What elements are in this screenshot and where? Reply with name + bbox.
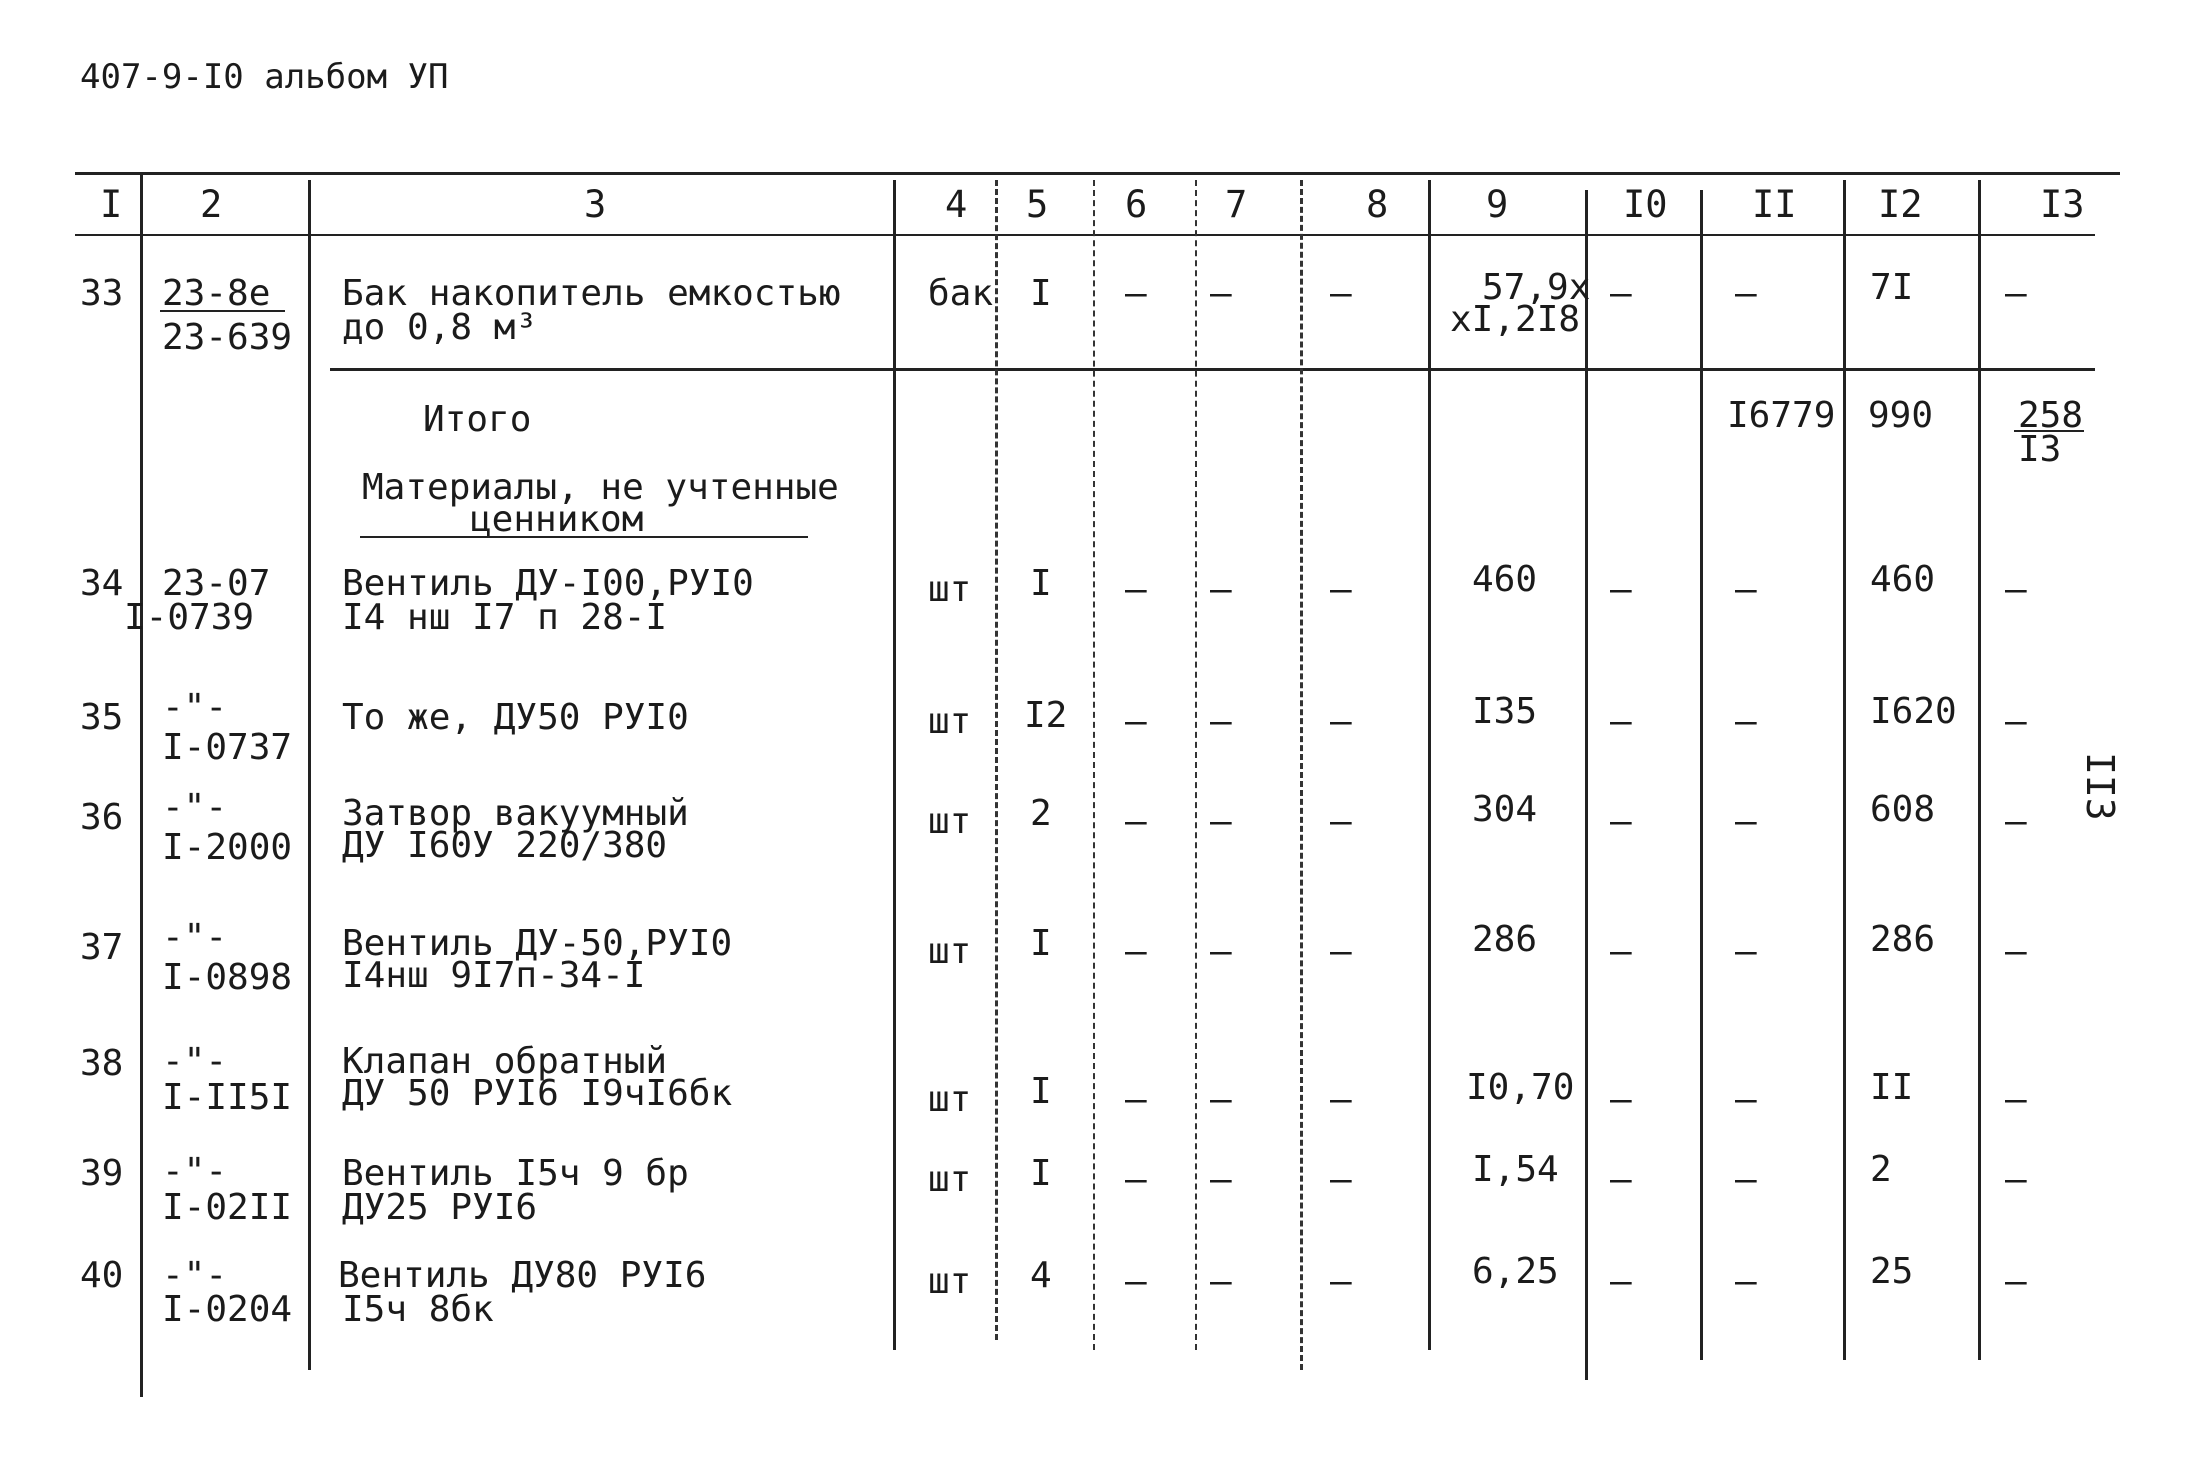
row-34-name-line1: Вентиль ДУ-I00,РУI0 bbox=[342, 563, 754, 604]
row-38-name-line2: ДУ 50 РУI6 I9чI6бк bbox=[342, 1073, 733, 1114]
row-40-c9: 6,25 bbox=[1472, 1251, 1559, 1292]
row-36-number: 36 bbox=[80, 797, 124, 838]
row-38-c10: – bbox=[1610, 1079, 1632, 1120]
row-34-c7: – bbox=[1210, 569, 1232, 610]
row-39-c8: – bbox=[1330, 1159, 1352, 1200]
document-title: 407-9-I0 альбом УП bbox=[80, 57, 449, 97]
row-39-c6: – bbox=[1125, 1159, 1147, 1200]
row-33-c9-line1: 57,9x bbox=[1482, 267, 1591, 308]
row-36-c9: 304 bbox=[1472, 789, 1538, 830]
subtotal-c13-bottom: I3 bbox=[2018, 429, 2062, 470]
row-40-c6: – bbox=[1125, 1261, 1147, 1302]
row-37-name-line1: Вентиль ДУ-50,РУI0 bbox=[342, 923, 733, 964]
row-37-c12: 286 bbox=[1870, 919, 1936, 960]
row-39-code-top: -"- bbox=[162, 1151, 228, 1192]
row-37-c10: – bbox=[1610, 931, 1632, 972]
section-header-line1: Материалы, не учтенные bbox=[362, 467, 839, 508]
row-36-c7: – bbox=[1210, 801, 1232, 842]
row-40-name-line2: I5ч 8бк bbox=[342, 1289, 494, 1330]
row-38-c11: – bbox=[1735, 1079, 1757, 1120]
row-38-number: 38 bbox=[80, 1043, 124, 1084]
row-34-c13: – bbox=[2005, 569, 2027, 610]
col-line-5 bbox=[1093, 180, 1095, 1350]
row-35-number: 35 bbox=[80, 697, 124, 738]
row-33-code-fraction-line bbox=[160, 310, 285, 312]
row-35-name-line1: То же, ДУ50 РУI0 bbox=[342, 697, 689, 738]
row-38-code-bottom: I-II5I bbox=[162, 1077, 293, 1118]
row-33-name-line1: Бак накопитель емкостью bbox=[342, 273, 841, 314]
row-36-c13: – bbox=[2005, 801, 2027, 842]
col-line-1 bbox=[140, 172, 143, 1397]
row-33-c6: – bbox=[1125, 273, 1147, 314]
row-34-code-top: 23-07 bbox=[162, 563, 271, 604]
row-36-qty: 2 bbox=[1030, 793, 1052, 834]
row-39-name-line2: ДУ25 РУI6 bbox=[342, 1187, 538, 1228]
row-33-c10: – bbox=[1610, 273, 1632, 314]
row-37-code-top: -"- bbox=[162, 917, 228, 958]
header-bottom-rule bbox=[75, 234, 2095, 236]
row-38-c7: – bbox=[1210, 1079, 1232, 1120]
row-40-code-bottom: I-0204 bbox=[162, 1289, 293, 1330]
row-40-number: 40 bbox=[80, 1255, 124, 1296]
row-37-qty: I bbox=[1030, 923, 1052, 964]
row-38-unit: шт bbox=[928, 1079, 972, 1120]
col-line-6 bbox=[1195, 180, 1197, 1350]
col-header-12: I2 bbox=[1878, 183, 1923, 226]
col-header-10: I0 bbox=[1623, 183, 1668, 226]
row-39-name-line1: Вентиль I5ч 9 бр bbox=[342, 1153, 689, 1194]
row-36-c10: – bbox=[1610, 801, 1632, 842]
row-40-c10: – bbox=[1610, 1261, 1632, 1302]
col-line-3 bbox=[893, 180, 896, 1350]
row-35-c11: – bbox=[1735, 701, 1757, 742]
row-35-c13: – bbox=[2005, 701, 2027, 742]
row-33-c12: 7I bbox=[1870, 267, 1914, 308]
row-40-c11: – bbox=[1735, 1261, 1757, 1302]
row-40-qty: 4 bbox=[1030, 1255, 1052, 1296]
col-header-7: 7 bbox=[1225, 183, 1248, 226]
row-37-c7: – bbox=[1210, 931, 1232, 972]
col-header-4: 4 bbox=[945, 183, 968, 226]
row-37-unit: шт bbox=[928, 931, 972, 972]
col-line-4 bbox=[995, 180, 998, 1340]
row-34-code-bottom: I-0739 bbox=[124, 597, 255, 638]
row-40-c12: 25 bbox=[1870, 1251, 1914, 1292]
col-header-9: 9 bbox=[1486, 183, 1509, 226]
row-38-code-top: -"- bbox=[162, 1041, 228, 1082]
col-line-10 bbox=[1700, 190, 1703, 1360]
col-header-3: 3 bbox=[584, 183, 607, 226]
row-39-code-bottom: I-02II bbox=[162, 1187, 293, 1228]
row-34-c6: – bbox=[1125, 569, 1147, 610]
row-36-name-line1: Затвор вакуумный bbox=[342, 793, 689, 834]
row-35-code-top: -"- bbox=[162, 687, 228, 728]
row-33-qty: I bbox=[1030, 273, 1052, 314]
col-line-7 bbox=[1300, 180, 1303, 1370]
row-38-qty: I bbox=[1030, 1071, 1052, 1112]
row-35-qty: I2 bbox=[1024, 695, 1068, 736]
row-36-unit: шт bbox=[928, 801, 972, 842]
row-34-name-line2: I4 нш I7 п 28-I bbox=[342, 597, 668, 638]
row-40-c7: – bbox=[1210, 1261, 1232, 1302]
row-33-number: 33 bbox=[80, 273, 124, 314]
subtotal-c11: I6779 bbox=[1727, 395, 1836, 436]
row-39-unit: шт bbox=[928, 1159, 972, 1200]
row-39-c7: – bbox=[1210, 1159, 1232, 1200]
row-35-c9: I35 bbox=[1472, 691, 1538, 732]
row-37-code-bottom: I-0898 bbox=[162, 957, 293, 998]
row-40-c13: – bbox=[2005, 1261, 2027, 1302]
row-34-c9: 460 bbox=[1472, 559, 1538, 600]
row-37-c11: – bbox=[1735, 931, 1757, 972]
row-37-number: 37 bbox=[80, 927, 124, 968]
row-33-name-line2: до 0,8 м³ bbox=[342, 307, 538, 348]
row-33-c13: – bbox=[2005, 273, 2027, 314]
row-36-code-top: -"- bbox=[162, 787, 228, 828]
col-header-2: 2 bbox=[200, 183, 223, 226]
row-40-code-top: -"- bbox=[162, 1255, 228, 1296]
row-35-c8: – bbox=[1330, 701, 1352, 742]
row-33-c9-line2: xI,2I8 bbox=[1450, 299, 1581, 340]
row-34-number: 34 bbox=[80, 563, 124, 604]
row-35-unit: шт bbox=[928, 701, 972, 742]
row-33-code-top: 23-8e bbox=[162, 273, 271, 314]
col-line-12 bbox=[1978, 180, 1981, 1360]
row-39-c12: 2 bbox=[1870, 1149, 1892, 1190]
row-40-c8: – bbox=[1330, 1261, 1352, 1302]
row-37-c8: – bbox=[1330, 931, 1352, 972]
col-header-11: II bbox=[1752, 183, 1797, 226]
row-33-c8: – bbox=[1330, 273, 1352, 314]
row-34-unit: шт bbox=[928, 569, 972, 610]
row-37-c9: 286 bbox=[1472, 919, 1538, 960]
row-36-c6: – bbox=[1125, 801, 1147, 842]
row-34-c10: – bbox=[1610, 569, 1632, 610]
row-34-c11: – bbox=[1735, 569, 1757, 610]
row-34-c12: 460 bbox=[1870, 559, 1936, 600]
row-36-code-bottom: I-2000 bbox=[162, 827, 293, 868]
col-header-6: 6 bbox=[1125, 183, 1148, 226]
row-39-number: 39 bbox=[80, 1153, 124, 1194]
row-36-name-line2: ДУ I60У 220/380 bbox=[342, 825, 668, 866]
row-33-c7: – bbox=[1210, 273, 1232, 314]
row-37-c13: – bbox=[2005, 931, 2027, 972]
row-38-c6: – bbox=[1125, 1079, 1147, 1120]
row-34-c8: – bbox=[1330, 569, 1352, 610]
col-line-2 bbox=[308, 180, 311, 1370]
row-36-c12: 608 bbox=[1870, 789, 1936, 830]
row-38-c13: – bbox=[2005, 1079, 2027, 1120]
row-39-c11: – bbox=[1735, 1159, 1757, 1200]
row33-bottom-rule bbox=[330, 368, 2095, 371]
row-39-c10: – bbox=[1610, 1159, 1632, 1200]
row-38-name-line1: Клапан обратный bbox=[342, 1041, 668, 1082]
side-page-number: II3 bbox=[2078, 752, 2122, 821]
col-line-11 bbox=[1843, 180, 1846, 1360]
subtotal-label: Итого bbox=[423, 399, 532, 440]
subtotal-c12: 990 bbox=[1868, 395, 1934, 436]
row-40-unit: шт bbox=[928, 1261, 972, 1302]
row-34-qty: I bbox=[1030, 563, 1052, 604]
row-39-qty: I bbox=[1030, 1153, 1052, 1194]
row-33-code-bottom: 23-639 bbox=[162, 317, 293, 358]
row-35-c12: I620 bbox=[1870, 691, 1957, 732]
col-line-8 bbox=[1428, 180, 1431, 1350]
row-33-unit: бак bbox=[928, 273, 994, 314]
row-38-c9: I0,70 bbox=[1466, 1067, 1575, 1108]
table-top-rule bbox=[75, 172, 2120, 175]
row-39-c13: – bbox=[2005, 1159, 2027, 1200]
row-35-code-bottom: I-0737 bbox=[162, 727, 293, 768]
col-header-5: 5 bbox=[1026, 183, 1049, 226]
row-36-c11: – bbox=[1735, 801, 1757, 842]
row-36-c8: – bbox=[1330, 801, 1352, 842]
row-33-c11: – bbox=[1735, 273, 1757, 314]
row-39-c9: I,54 bbox=[1472, 1149, 1559, 1190]
row-38-c12: II bbox=[1870, 1067, 1914, 1108]
col-header-13: I3 bbox=[2040, 183, 2085, 226]
row-37-name-line2: I4нш 9I7п-34-I bbox=[342, 955, 646, 996]
subtotal-c13-top: 258 bbox=[2018, 395, 2084, 436]
row-40-name-line1: Вентиль ДУ80 РУI6 bbox=[338, 1255, 707, 1296]
col-header-1: I bbox=[100, 183, 123, 226]
section-header-line2: ценником bbox=[470, 499, 644, 540]
row-35-c7: – bbox=[1210, 701, 1232, 742]
col-header-8: 8 bbox=[1366, 183, 1389, 226]
row-37-c6: – bbox=[1125, 931, 1147, 972]
row-38-c8: – bbox=[1330, 1079, 1352, 1120]
row-35-c10: – bbox=[1610, 701, 1632, 742]
col-line-9 bbox=[1585, 190, 1588, 1380]
row-35-c6: – bbox=[1125, 701, 1147, 742]
